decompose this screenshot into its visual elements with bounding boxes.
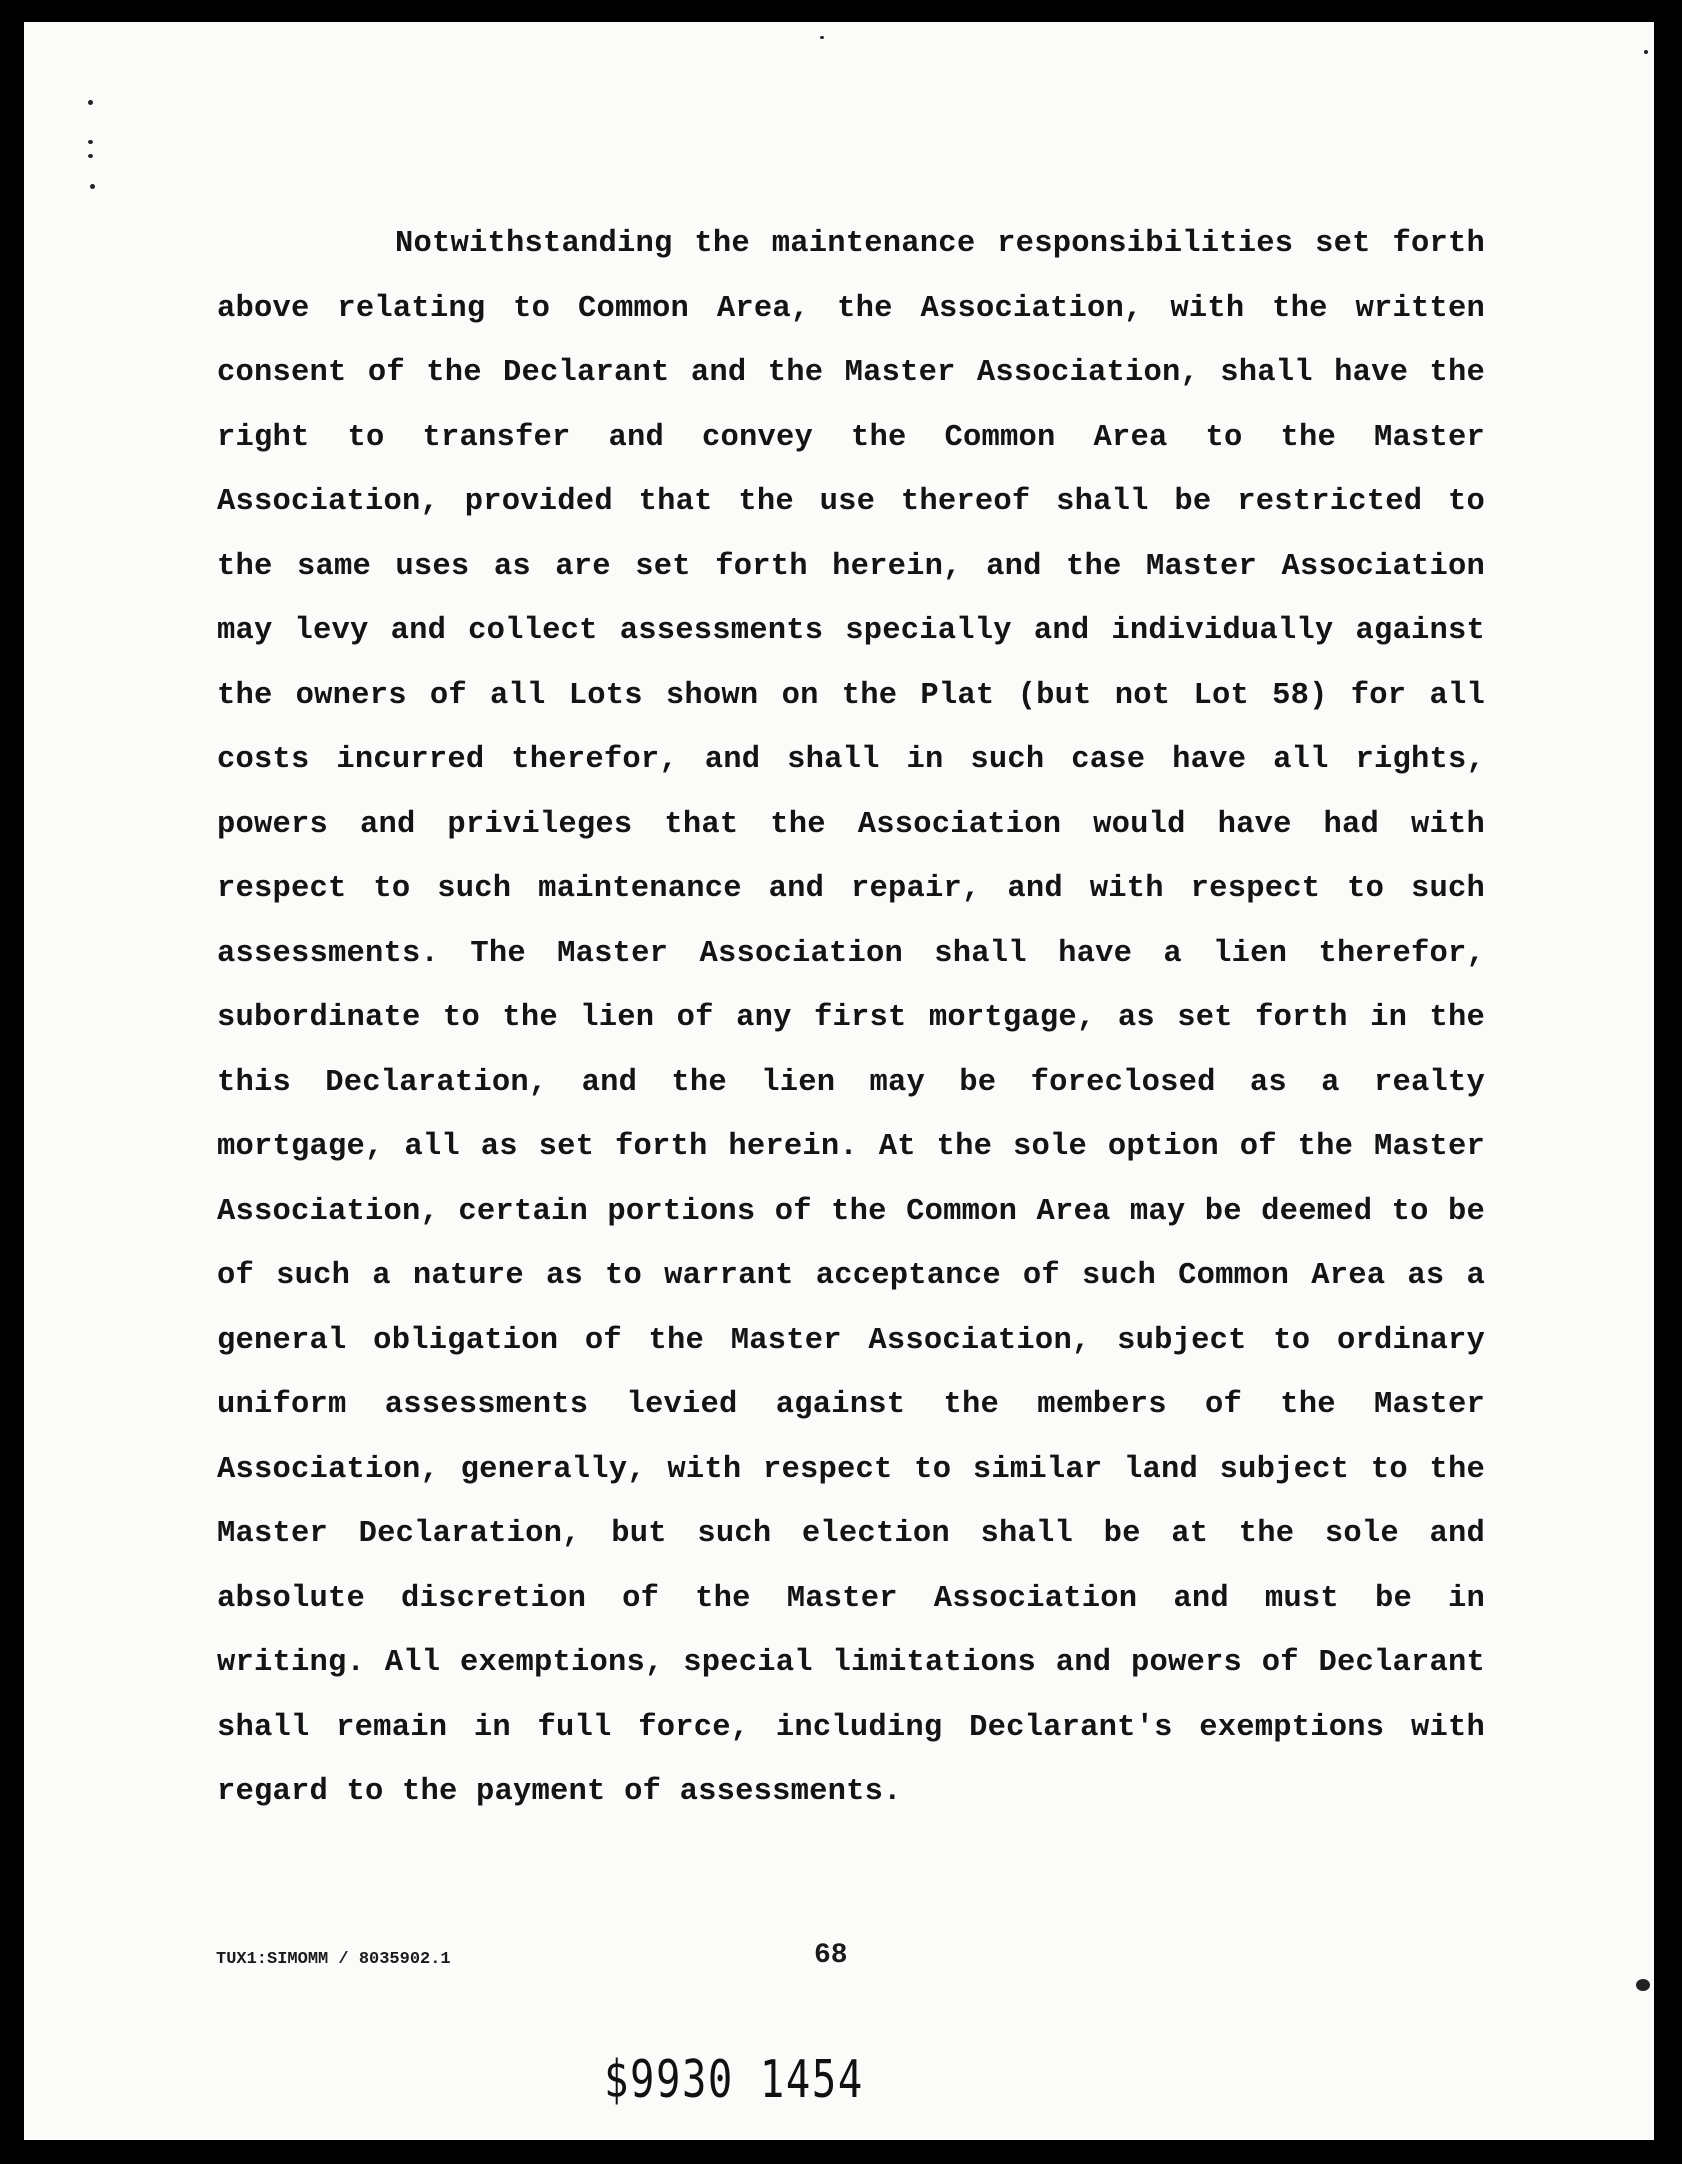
scan-speck: [1644, 50, 1648, 54]
footer-document-code: TUX1:SIMOMM / 8035902.1: [216, 1950, 451, 1969]
page-number: 68: [814, 1940, 848, 1971]
scan-speck: [88, 100, 93, 105]
handwritten-stamp-number: $9930 1454: [604, 2050, 864, 2110]
scan-speck: [1636, 1979, 1650, 1991]
scan-speck: [820, 36, 824, 39]
document-page: [24, 22, 1654, 2140]
scan-speck: [88, 154, 93, 158]
body-paragraph: Notwithstanding the maintenance responsibilities set forth above relating to Common Area, the Association, with the written consent of the Declarant and the Master Association, shall have the right to transfer and convey the Common Area to the Master Association, provided that the use thereof shall be restricted to the same uses as are set forth herein, and the Master Association may levy and collect assessments specially and individually against the owners of all Lots shown on the Plat (but not Lot 58) for all costs incurred therefor, and shall in such case have all rights, powers and privileges that the Association would have had with respect to such maintenance and repair, and with respect to such assessments. The Master Association shall have a lien therefor, subordinate to the lien of any first mortgage, as set forth in the this Declaration, and the lien may be foreclosed as a realty mortgage, all as set forth herein. At the sole option of the Master Association, certain portions of the Common Area may be deemed to be of such a nature as to warrant acceptance of such Common Area as a general obligation of the Master Association, subject to ordinary uniform assessments levied against the members of the Master Association, generally, with respect to similar land subject to the Master Declaration, but such election shall be at the sole and absolute discretion of the Master Association and must be in writing. All exemptions, special limitations and powers of Declarant shall remain in full force, including Declarant's exemptions with regard to the payment of assessments.: [217, 227, 1485, 1809]
scan-speck: [88, 140, 93, 144]
scan-speck: [90, 184, 95, 189]
